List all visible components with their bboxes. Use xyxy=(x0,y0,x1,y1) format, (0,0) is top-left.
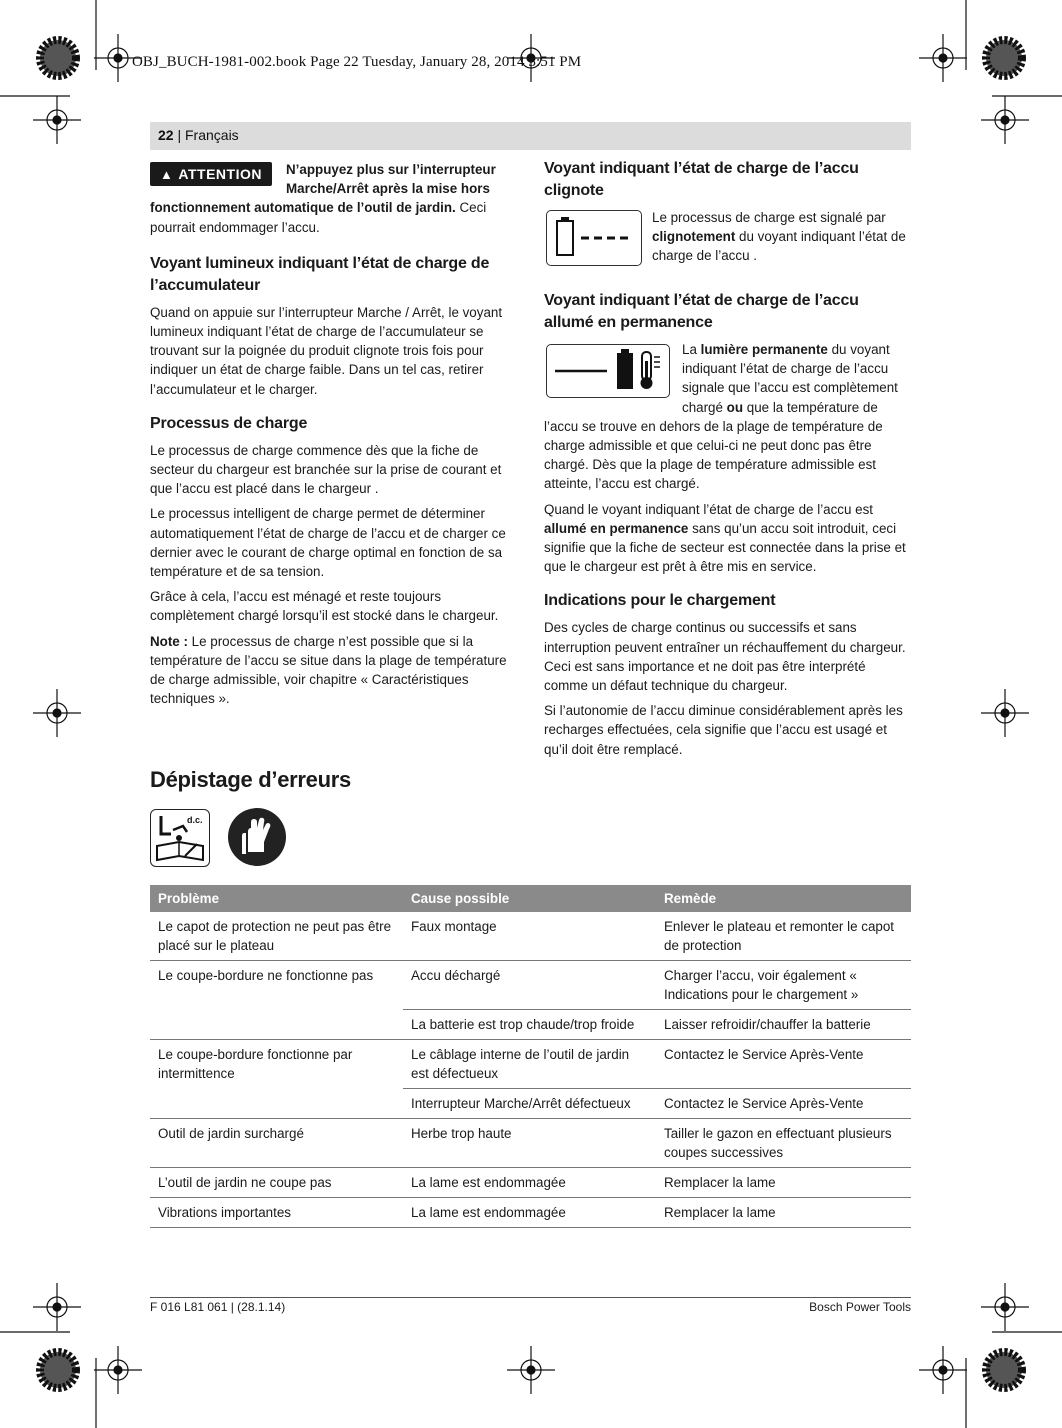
cell-remedy: Enlever le plateau et remonter le capot de protection xyxy=(656,912,911,961)
attention-lead: N’appuyez plus sur l’interrupteur Marche/Arrêt après la mise hors fonctionnement automatique de l’outil de jardin. xyxy=(150,162,496,216)
column-header-remedy: Remède xyxy=(656,885,911,912)
blinking-block xyxy=(544,208,911,272)
paragraph-battery-worn: Si l’autonomie de l’accu diminue considérablement après les recharges effectuées, cela signifie que l’accu est usagé et qu’il doit être remplacé. xyxy=(544,703,903,757)
paragraph-intelligent-charging: Le processus intelligent de charge permet de déterminer automatiquement l’état de charge de l’accu et de charger ce dernier avec le courant de charge optimal en fonction de sa température et de sa tension. xyxy=(150,506,506,580)
left-column xyxy=(150,160,518,714)
steady-text-a: La xyxy=(682,342,701,357)
troubleshooting-title: Dépistage d’erreurs xyxy=(150,767,351,792)
cell-problem xyxy=(150,1089,403,1119)
cell-cause: Interrupteur Marche/Arrêt défectueux xyxy=(403,1089,656,1119)
cell-remedy: Tailler le gazon en effectuant plusieurs coupes successives xyxy=(656,1119,911,1168)
read-manual-icon xyxy=(151,810,209,866)
cell-problem xyxy=(150,1010,403,1040)
paragraph-charging-start: Le processus de charge commence dès que la fiche de secteur du chargeur est branchée sur la prise de courant et que l’accu est placé dans le chargeur . xyxy=(150,442,502,497)
book-file-line: OBJ_BUCH-1981-002.book Page 22 Tuesday, January 28, 2014 3:51 PM xyxy=(132,54,582,70)
page-number: 22 xyxy=(158,127,174,143)
paragraph-note xyxy=(150,632,518,709)
cell-problem: Le coupe-bordure fonctionne par intermittence xyxy=(158,1047,353,1081)
steady-text-e: que la température de l’accu se trouve en dehors de la plage de température de charge admissible et que celui-ci ne peut donc pas être chargé. Dès que la plage de température admissible est atteinte, l’accu est chargé. xyxy=(544,399,883,492)
cell-problem: L’outil de jardin ne coupe pas xyxy=(150,1168,403,1198)
blinking-indicator-figure xyxy=(546,210,642,266)
footer-brand: Bosch Power Tools xyxy=(809,1300,911,1314)
steady-text-bold: lumière permanente xyxy=(700,342,828,357)
table-row xyxy=(150,1119,911,1168)
disconnect-plug-pictogram xyxy=(150,809,210,867)
battery-steady-icon xyxy=(547,345,669,397)
pictogram-label: d.c. xyxy=(187,815,203,825)
attention-badge xyxy=(150,162,272,186)
paragraph-battery-care: Grâce à cela, l’accu est ménagé et reste toujours complètement chargé lorsqu’il est stocké dans le chargeur. xyxy=(150,589,499,624)
section-title-charging-process: Processus de charge xyxy=(150,414,308,432)
cell-problem: Le coupe-bordure ne fonctionne pas xyxy=(158,968,374,983)
header-separator: | xyxy=(173,127,185,143)
section-title-charge-indicator: Voyant lumineux indiquant l’état de charge de l’accumulateur xyxy=(150,254,490,294)
note-label: Note : xyxy=(150,633,188,649)
right-column xyxy=(544,158,911,765)
cell-cause: La batterie est trop chaude/trop froide xyxy=(403,1010,656,1040)
table-row xyxy=(150,1010,911,1040)
cell-cause: La lame est endommagée xyxy=(403,1198,656,1228)
note-text: Le processus de charge n’est possible que si la température de l’accu se situe dans la plage de température de charge admissible, voir chapitre « Caractéristiques techniques ». xyxy=(150,633,507,707)
table-row xyxy=(150,1168,911,1198)
table-row xyxy=(150,961,911,1010)
cell-remedy: Contactez le Service Après-Vente xyxy=(656,1089,911,1119)
cell-cause: La lame est endommagée xyxy=(403,1168,656,1198)
table-row xyxy=(150,1089,911,1119)
steady2-text-bold: allumé en permanence xyxy=(544,520,689,536)
footer-rule xyxy=(150,1297,911,1298)
page-header xyxy=(158,127,239,143)
cell-problem: Vibrations importantes xyxy=(150,1198,403,1228)
section-title-blinking: Voyant indiquant l’état de charge de l’accu clignote xyxy=(544,160,859,199)
cell-remedy: Charger l’accu, voir également « Indications pour le chargement » xyxy=(656,961,911,1010)
steady2-text-c: sans qu’un accu soit introduit, ceci signifie que la fiche de secteur est connectée dans la prise et que le chargeur est prêt à être mis en service. xyxy=(544,520,906,575)
cell-problem: Le capot de protection ne peut pas être placé sur le plateau xyxy=(150,912,403,961)
table-row xyxy=(150,1040,911,1089)
table-row xyxy=(150,1198,911,1228)
column-header-problem: Problème xyxy=(150,885,403,912)
warning-triangle-icon: ▲ xyxy=(160,167,174,182)
blinking-text-bold: clignotement xyxy=(652,229,736,245)
paragraph-steady-no-battery xyxy=(544,500,911,577)
cell-remedy: Remplacer la lame xyxy=(656,1198,911,1228)
footer-document-code: F 016 L81 061 | (28.1.14) xyxy=(150,1300,286,1314)
cell-cause: Accu déchargé xyxy=(403,961,656,1010)
cell-remedy: Remplacer la lame xyxy=(656,1168,911,1198)
cell-cause: Le câblage interne de l’outil de jardin est défectueux xyxy=(403,1040,656,1089)
attention-rest: Ceci pourrait endommager l’accu. xyxy=(150,200,487,235)
section-title-charging-hints: Indications pour le chargement xyxy=(544,592,776,610)
table-header-row xyxy=(150,885,911,912)
blinking-text-a: Le processus de charge est signalé par xyxy=(652,210,886,225)
troubleshooting-table xyxy=(150,885,911,1228)
steady-text-c: du voyant indiquant l’état de charge de l’accu signale que l’accu est complètement chargé xyxy=(682,342,898,415)
battery-blink-icon xyxy=(547,211,641,265)
table-row xyxy=(150,912,911,961)
column-header-cause: Cause possible xyxy=(403,885,656,912)
spacer xyxy=(544,272,911,290)
page-header-band xyxy=(150,122,911,150)
paragraph-charge-indicator: Quand on appuie sur l’interrupteur Marche / Arrêt, le voyant lumineux indiquant l’état de charge de l’accumulateur se trouvant sur la poignée du produit clignote trois fois pour indiquer un état de charge faible. Dans un tel cas, retirer l’accumulateur et le charger. xyxy=(150,304,503,397)
header-language: Français xyxy=(185,127,239,143)
cell-remedy: Laisser refroidir/chauffer la batterie xyxy=(656,1010,911,1040)
cell-remedy: Contactez le Service Après-Vente xyxy=(656,1040,911,1089)
section-title-steady: Voyant indiquant l’état de charge de l’accu allumé en permanence xyxy=(544,292,859,331)
blinking-text-c: du voyant indiquant l’état de charge de l’accu . xyxy=(652,229,906,264)
steady-block xyxy=(544,340,911,494)
steady-indicator-figure xyxy=(546,344,670,398)
cell-problem: Outil de jardin surchargé xyxy=(150,1119,403,1168)
cell-cause: Faux montage xyxy=(403,912,656,961)
paragraph-charging-cycles: Des cycles de charge continus ou successifs et sans interruption peuvent entraîner un réchauffement du chargeur. Ceci est sans importance et ne doit pas être interprété comme un défaut technique du chargeur. xyxy=(544,620,906,694)
cell-cause: Herbe trop haute xyxy=(403,1119,656,1168)
attention-badge-label: ATTENTION xyxy=(178,166,262,182)
gloves-pictogram xyxy=(228,808,286,866)
steady-text-or: ou xyxy=(726,399,744,415)
attention-paragraph xyxy=(150,160,518,237)
gloves-icon xyxy=(228,808,286,866)
steady2-text-a: Quand le voyant indiquant l’état de charge de l’accu est xyxy=(544,501,874,517)
